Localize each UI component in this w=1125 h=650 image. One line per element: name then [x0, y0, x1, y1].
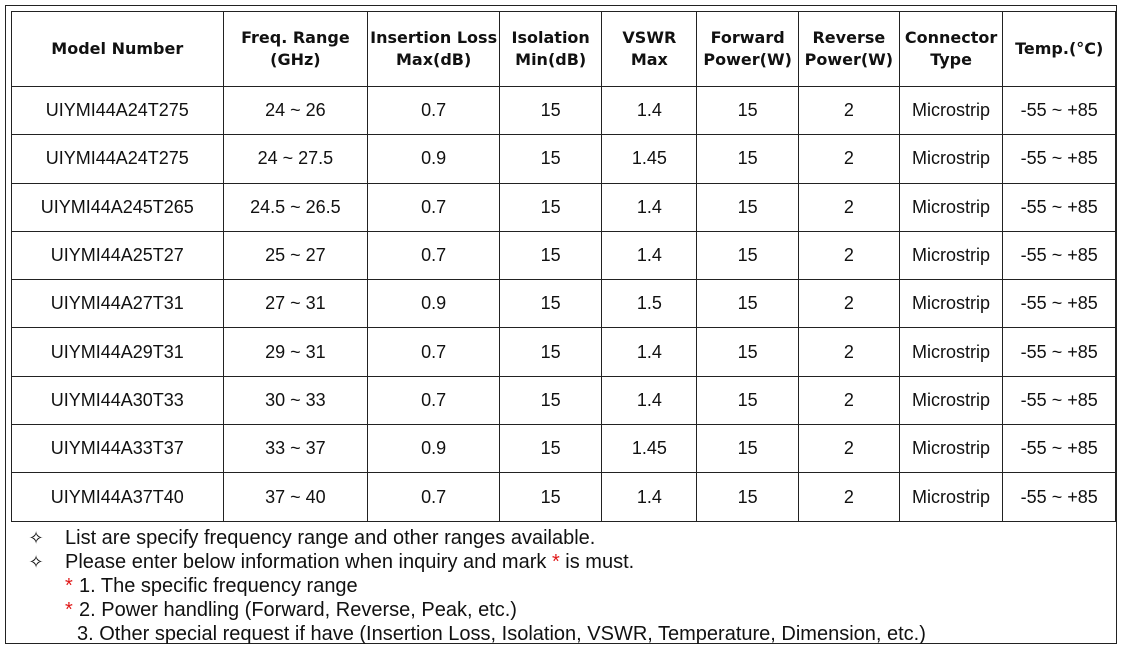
required-mark: *	[65, 575, 73, 597]
cell-reverse-power: 2	[799, 87, 900, 135]
cell-isolation: 15	[499, 183, 601, 231]
cell-reverse-power: 2	[799, 376, 900, 424]
cell-connector-type: Microstrip	[899, 473, 1003, 521]
cell-freq-range: 24 ~ 26	[223, 87, 368, 135]
cell-freq-range: 29 ~ 31	[223, 328, 368, 376]
cell-freq-range: 30 ~ 33	[223, 376, 368, 424]
cell-isolation: 15	[499, 280, 601, 328]
header-connector: Connector Type	[899, 12, 1003, 87]
cell-forward-power: 15	[697, 87, 799, 135]
table-row	[12, 328, 1116, 376]
cell-forward-power: 15	[697, 473, 799, 521]
note-item-2: * 2. Power handling (Forward, Reverse, Peak, etc.)	[65, 599, 517, 621]
cell-model: UIYMI44A24T275	[12, 87, 224, 135]
table-body	[12, 87, 1116, 522]
cell-freq-range: 25 ~ 27	[223, 231, 368, 279]
cell-forward-power: 15	[697, 376, 799, 424]
cell-insertion-loss: 0.7	[368, 231, 500, 279]
cell-vswr: 1.4	[602, 328, 697, 376]
cell-connector-type: Microstrip	[899, 87, 1003, 135]
note-item-3: 3. Other special request if have (Insertion Loss, Isolation, VSWR, Temperature, Dimension, etc.)	[77, 623, 926, 645]
spec-sheet	[5, 5, 1117, 644]
cell-reverse-power: 2	[799, 280, 900, 328]
cell-vswr: 1.5	[602, 280, 697, 328]
cell-forward-power: 15	[697, 280, 799, 328]
cell-vswr: 1.4	[602, 473, 697, 521]
header-row	[12, 12, 1116, 87]
cell-model: UIYMI44A24T275	[12, 135, 224, 183]
cell-model: UIYMI44A245T265	[12, 183, 224, 231]
cell-vswr: 1.4	[602, 183, 697, 231]
cell-reverse-power: 2	[799, 183, 900, 231]
header-vswr: VSWR Max	[602, 12, 697, 87]
cell-insertion-loss: 0.9	[368, 425, 500, 473]
header-isolation: Isolation Min(dB)	[499, 12, 601, 87]
cell-connector-type: Microstrip	[899, 280, 1003, 328]
cell-model: UIYMI44A37T40	[12, 473, 224, 521]
cell-forward-power: 15	[697, 135, 799, 183]
cell-forward-power: 15	[697, 183, 799, 231]
header-insertion-loss: Insertion Loss Max(dB)	[368, 12, 500, 87]
cell-insertion-loss: 0.7	[368, 473, 500, 521]
cell-insertion-loss: 0.7	[368, 183, 500, 231]
cell-isolation: 15	[499, 231, 601, 279]
cell-isolation: 15	[499, 87, 601, 135]
cell-reverse-power: 2	[799, 425, 900, 473]
cell-forward-power: 15	[697, 425, 799, 473]
cell-connector-type: Microstrip	[899, 183, 1003, 231]
cell-temp: -55 ~ +85	[1003, 231, 1116, 279]
cell-forward-power: 15	[697, 231, 799, 279]
cell-isolation: 15	[499, 328, 601, 376]
cell-connector-type: Microstrip	[899, 328, 1003, 376]
cell-model: UIYMI44A27T31	[12, 280, 224, 328]
note-line-2: ✧ Please enter below information when inquiry and mark * is must.	[26, 550, 1116, 574]
header-reverse-power: Reverse Power(W)	[799, 12, 900, 87]
table-row	[12, 280, 1116, 328]
header-temp: Temp.(°C)	[1003, 12, 1116, 87]
cell-temp: -55 ~ +85	[1003, 280, 1116, 328]
table-row	[12, 376, 1116, 424]
cell-model: UIYMI44A29T31	[12, 328, 224, 376]
cell-temp: -55 ~ +85	[1003, 183, 1116, 231]
header-freq: Freq. Range (GHz)	[223, 12, 368, 87]
notes-section	[26, 526, 1116, 646]
table-row	[12, 183, 1116, 231]
note-item-1: * 1. The specific frequency range	[65, 575, 358, 597]
required-mark: *	[65, 599, 73, 621]
cell-temp: -55 ~ +85	[1003, 328, 1116, 376]
cell-temp: -55 ~ +85	[1003, 425, 1116, 473]
cell-isolation: 15	[499, 135, 601, 183]
cell-model: UIYMI44A33T37	[12, 425, 224, 473]
table-row	[12, 473, 1116, 521]
header-model: Model Number	[12, 12, 224, 87]
cell-reverse-power: 2	[799, 473, 900, 521]
cell-temp: -55 ~ +85	[1003, 473, 1116, 521]
cell-temp: -55 ~ +85	[1003, 376, 1116, 424]
cell-isolation: 15	[499, 376, 601, 424]
cell-reverse-power: 2	[799, 328, 900, 376]
cell-insertion-loss: 0.7	[368, 328, 500, 376]
spec-table	[11, 11, 1116, 522]
required-mark: *	[551, 551, 560, 573]
header-forward-power: Forward Power(W)	[697, 12, 799, 87]
cell-vswr: 1.4	[602, 231, 697, 279]
cell-model: UIYMI44A30T33	[12, 376, 224, 424]
cell-vswr: 1.4	[602, 376, 697, 424]
cell-insertion-loss: 0.7	[368, 376, 500, 424]
cell-vswr: 1.4	[602, 87, 697, 135]
table-row	[12, 87, 1116, 135]
cell-isolation: 15	[499, 425, 601, 473]
cell-insertion-loss: 0.7	[368, 87, 500, 135]
table-row	[12, 231, 1116, 279]
cell-connector-type: Microstrip	[899, 376, 1003, 424]
cell-freq-range: 24 ~ 27.5	[223, 135, 368, 183]
cell-forward-power: 15	[697, 328, 799, 376]
cell-insertion-loss: 0.9	[368, 280, 500, 328]
cell-vswr: 1.45	[602, 425, 697, 473]
cell-isolation: 15	[499, 473, 601, 521]
cell-connector-type: Microstrip	[899, 231, 1003, 279]
cell-freq-range: 37 ~ 40	[223, 473, 368, 521]
four-point-star-icon: ✧	[28, 552, 44, 572]
cell-insertion-loss: 0.9	[368, 135, 500, 183]
cell-freq-range: 33 ~ 37	[223, 425, 368, 473]
cell-reverse-power: 2	[799, 135, 900, 183]
table-row	[12, 425, 1116, 473]
note-line-1: ✧ List are specify frequency range and other ranges available.	[26, 526, 1116, 550]
cell-vswr: 1.45	[602, 135, 697, 183]
cell-model: UIYMI44A25T27	[12, 231, 224, 279]
cell-temp: -55 ~ +85	[1003, 87, 1116, 135]
table-row	[12, 135, 1116, 183]
cell-freq-range: 27 ~ 31	[223, 280, 368, 328]
cell-freq-range: 24.5 ~ 26.5	[223, 183, 368, 231]
cell-reverse-power: 2	[799, 231, 900, 279]
four-point-star-icon: ✧	[28, 528, 44, 548]
cell-temp: -55 ~ +85	[1003, 135, 1116, 183]
cell-connector-type: Microstrip	[899, 425, 1003, 473]
cell-connector-type: Microstrip	[899, 135, 1003, 183]
